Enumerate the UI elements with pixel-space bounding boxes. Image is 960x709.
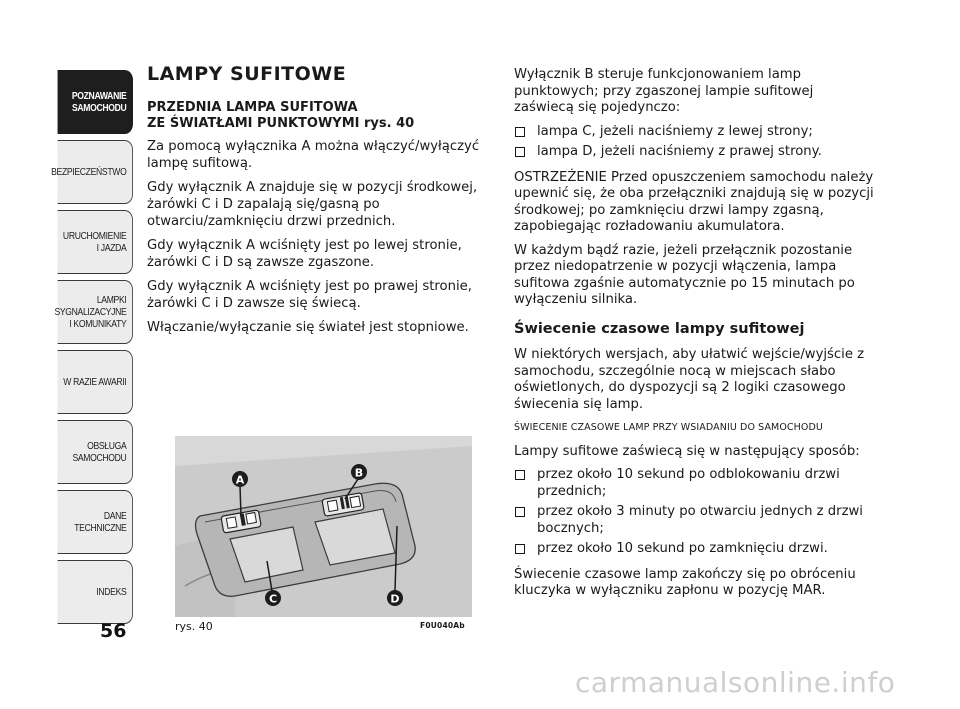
tab-dane-techniczne[interactable] <box>58 490 133 554</box>
tab-poznawanie-samochodu[interactable] <box>58 70 133 134</box>
label-b-marker <box>351 464 367 480</box>
left-column <box>147 63 492 343</box>
list-item-text: przez około 10 sekund po odblokowaniu drzwi przednich; <box>537 467 840 499</box>
checkbox-bullet-icon <box>515 470 525 480</box>
caps-subheading: ŚWIECENIE CZASOWE LAMP PRZY WSIADANIU DO SAMOCHODU <box>514 422 823 433</box>
right-column <box>514 67 874 607</box>
paragraph: Lampy sufitowe zaświecą się w następujący sposób: <box>514 443 860 459</box>
tab-uruchomienie-i-jazda[interactable] <box>58 210 133 274</box>
tab-obsluga-samochodu[interactable] <box>58 420 133 484</box>
subtitle-line-1: PRZEDNIA LAMPA SUFITOWA <box>147 100 358 115</box>
paragraph: Wyłącznik B steruje funkcjonowaniem lamp punktowych; przy zgaszonej lampie sufitowej zaświecą się pojedynczo: <box>514 67 814 115</box>
checkbox-bullet-icon <box>515 544 525 554</box>
tab-label: W RAZIE AWARII <box>63 376 127 388</box>
subsection-title <box>147 100 492 132</box>
tab-label: URUCHOMIENIE I JAZDA <box>62 230 127 254</box>
svg-text:B: B <box>354 466 364 480</box>
svg-text:A: A <box>235 473 245 487</box>
watermark: carmanualsonline.info <box>575 666 896 699</box>
tab-lampki-sygnalizacyjne[interactable] <box>54 280 133 344</box>
tab-w-razie-awarii[interactable] <box>58 350 133 414</box>
subsection-heading: Świecenie czasowe lampy sufitowej <box>514 320 805 337</box>
svg-text:D: D <box>390 592 400 606</box>
list-item <box>514 467 874 500</box>
tab-bezpieczenstwo[interactable] <box>51 140 133 204</box>
label-c-marker <box>265 590 281 606</box>
tab-label: INDEKS <box>96 586 127 598</box>
section-title: LAMPY SUFITOWE <box>147 63 347 85</box>
checkbox-bullet-icon <box>515 507 525 517</box>
paragraph: W niektórych wersjach, aby ułatwić wejście/wyjście z samochodu, szczególnie nocą w miejscach słabo oświetlonych, do dyspozycji są 2 logiki czasowego świecenia się lamp. <box>514 347 865 412</box>
label-a-marker <box>232 471 248 487</box>
list-item-text: lampa D, jeżeli naciśniemy z prawej strony. <box>537 144 822 159</box>
paragraph: W każdym bądź razie, jeżeli przełącznik pozostanie przez niedopatrzenie w pozycji włączenia, lampa sufitowa zgaśnie automatycznie po 15 minutach po wyłączeniu silnika. <box>514 242 855 307</box>
subtitle-line-2: ZE ŚWIATŁAMI PUNKTOWYMI rys. 40 <box>147 116 415 131</box>
list-item-text: przez około 3 minuty po otwarciu jednych z drzwi bocznych; <box>537 504 863 536</box>
figure-code: F0U040Ab <box>420 621 465 630</box>
ceiling-lamp-illustration <box>175 436 472 617</box>
checkbox-bullet-icon <box>515 147 525 157</box>
page-number: 56 <box>100 620 127 642</box>
list-item <box>514 504 874 537</box>
figure-caption: rys. 40 <box>175 620 213 633</box>
svg-text:C: C <box>268 592 278 606</box>
warning-paragraph: OSTRZEŻENIE Przed opuszczeniem samochodu należy upewnić się, że oba przełączniki znajdują się w pozycji środkowej; po zamknięciu drzwi lampy zgasną, zapobiegając rozładowaniu akumulatora. <box>514 169 874 234</box>
checkbox-bullet-icon <box>515 127 525 137</box>
tab-label: BEZPIECZEŃSTWO <box>51 166 127 178</box>
paragraph: Świecenie czasowe lamp zakończy się po obróceniu kluczyka w wyłączniku zapłonu w pozycję MAR. <box>514 566 856 598</box>
list-item-text: lampa C, jeżeli naciśniemy z lewej strony; <box>537 123 813 139</box>
paragraph: Za pomocą wyłącznika A można włączyć/wyłączyć lampę sufitową. <box>147 139 480 171</box>
list-item <box>514 124 874 141</box>
list-item <box>514 144 874 161</box>
label-d-marker <box>387 590 403 606</box>
list-item-text: przez około 10 sekund po zamknięciu drzwi. <box>537 541 828 556</box>
tab-label: LAMPKI SYGNALIZACYJNE I KOMUNIKATY <box>54 294 127 330</box>
paragraph: Gdy wyłącznik A wciśnięty jest po prawej stronie, żarówki C i D zawsze się świecą. <box>147 279 472 311</box>
tab-label: OBSŁUGA SAMOCHODU <box>72 440 127 464</box>
tab-label: POZNAWANIE SAMOCHODU <box>71 90 127 114</box>
paragraph: Włączanie/wyłączanie się świateł jest stopniowe. <box>147 320 469 335</box>
tab-indeks[interactable] <box>58 560 133 624</box>
paragraph: Gdy wyłącznik A znajduje się w pozycji środkowej, żarówki C i D zapalają się/gasną po otwarciu/zamknięciu drzwi przednich. <box>147 180 478 229</box>
list-item <box>514 541 874 558</box>
figure-ceiling-lamp <box>175 436 472 617</box>
tab-label: DANE TECHNICZNE <box>74 510 127 534</box>
paragraph: Gdy wyłącznik A wciśnięty jest po lewej stronie, żarówki C i D są zawsze zgaszone. <box>147 238 462 270</box>
